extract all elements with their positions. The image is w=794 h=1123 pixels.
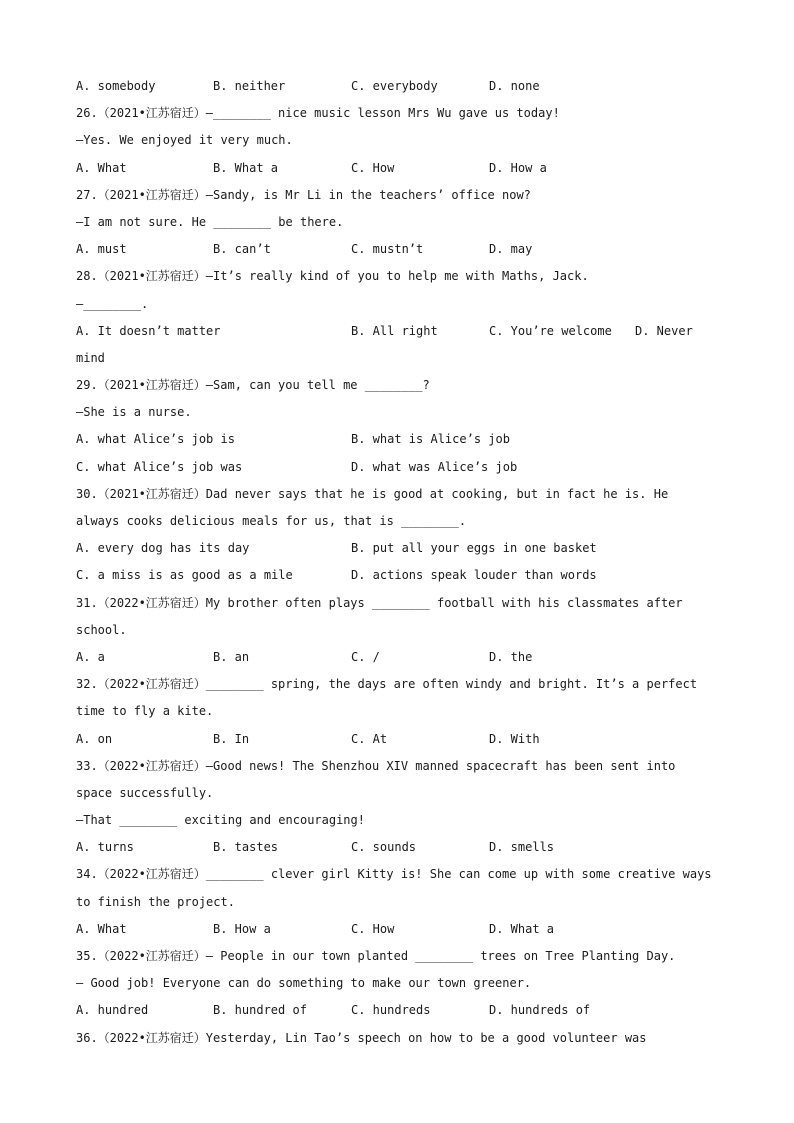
q28-stem: 28.（2021•江苏宿迁）—It’s really kind of you to help me with Maths, Jack. bbox=[76, 269, 589, 284]
q34-options bbox=[76, 919, 726, 946]
q32-stem: 32.（2022•江苏宿迁）________ spring, the days are often windy and bright. It’s a perfect bbox=[76, 677, 698, 692]
q27-stem: 27.（2021•江苏宿迁）—Sandy, is Mr Li in the teachers’ office now? bbox=[76, 187, 531, 202]
q34-stem-continued: to finish the project. bbox=[76, 894, 235, 909]
q27-reply: —I am not sure. He ________ be there. bbox=[76, 214, 344, 229]
q28-reply: —________. bbox=[76, 296, 149, 311]
q35-options bbox=[76, 1000, 726, 1027]
option-d: D. may bbox=[489, 242, 533, 257]
option-a: A. What bbox=[76, 160, 127, 175]
option-d: D. How a bbox=[489, 160, 547, 175]
q27-options bbox=[76, 239, 726, 266]
option-b: B. neither bbox=[213, 79, 286, 93]
option-c: C. How bbox=[351, 921, 395, 936]
q31-stem: 31.（2022•江苏宿迁）My brother often plays ________ football with his classmates after bbox=[76, 595, 683, 610]
option-b: B. put all your eggs in one basket bbox=[351, 541, 597, 556]
option-c: C. what Alice’s job was bbox=[76, 459, 243, 474]
q32-stem-continued: time to fly a kite. bbox=[76, 704, 214, 719]
q33-reply: —That ________ exciting and encouraging! bbox=[76, 813, 365, 828]
option-c: C. At bbox=[351, 731, 388, 746]
option-a: A. somebody bbox=[76, 79, 156, 93]
option-d: D. none bbox=[489, 79, 540, 93]
q29-stem: 29.（2021•江苏宿迁）—Sam, can you tell me ________? bbox=[76, 378, 430, 393]
option-b: B. In bbox=[213, 731, 250, 746]
option-a: A. turns bbox=[76, 840, 134, 855]
q31-stem-continued: school. bbox=[76, 622, 127, 637]
q26-stem: 26.（2021•江苏宿迁）—________ nice music lesson Mrs Wu gave us today! bbox=[76, 106, 560, 121]
option-a: A. It doesn’t matter bbox=[76, 323, 221, 338]
option-b: B. All right bbox=[351, 323, 438, 338]
q35-reply: — Good job! Everyone can do something to make our town greener. bbox=[76, 976, 532, 991]
q29-options-cd bbox=[76, 457, 726, 484]
q33-stem: 33.（2022•江苏宿迁）—Good news! The Shenzhou XIV manned spacecraft has been sent into bbox=[76, 758, 676, 773]
option-a: A. a bbox=[76, 649, 105, 664]
option-b: B. tastes bbox=[213, 840, 279, 855]
q32-options bbox=[76, 729, 726, 756]
option-d: D. Never bbox=[635, 323, 693, 338]
option-a: A. every dog has its day bbox=[76, 541, 250, 556]
q29-options-ab bbox=[76, 429, 726, 456]
option-d: D. hundreds of bbox=[489, 1003, 591, 1018]
q34-stem: 34.（2022•江苏宿迁）________ clever girl Kitty is! She can come up with some creative ways bbox=[76, 867, 712, 882]
q28-option-d-wrap: mind bbox=[76, 350, 105, 365]
q25-options bbox=[76, 76, 726, 103]
option-d: D. what was Alice’s job bbox=[351, 459, 518, 474]
option-a: A. What bbox=[76, 921, 127, 936]
option-c: C. sounds bbox=[351, 840, 417, 855]
option-d: D. With bbox=[489, 731, 540, 746]
q33-options bbox=[76, 837, 726, 864]
q30-options-cd bbox=[76, 565, 726, 592]
option-c: C. everybody bbox=[351, 79, 438, 93]
q35-stem: 35.（2022•江苏宿迁）— People in our town planted ________ trees on Tree Planting Day. bbox=[76, 949, 676, 963]
q26-options bbox=[76, 158, 726, 185]
q26-reply: —Yes. We enjoyed it very much. bbox=[76, 133, 293, 148]
option-d: D. actions speak louder than words bbox=[351, 568, 597, 583]
q30-stem-continued: always cooks delicious meals for us, that is ________. bbox=[76, 514, 467, 528]
option-c: C. / bbox=[351, 649, 380, 664]
option-b: B. What a bbox=[213, 160, 279, 175]
option-c: C. a miss is as good as a mile bbox=[76, 568, 293, 583]
q30-options-ab bbox=[76, 538, 726, 565]
option-c: C. hundreds bbox=[351, 1003, 431, 1018]
option-d: D. the bbox=[489, 649, 533, 664]
option-c: C. You’re welcome bbox=[489, 323, 612, 338]
option-b: B. How a bbox=[213, 921, 271, 936]
option-d: D. smells bbox=[489, 840, 555, 855]
q31-options bbox=[76, 647, 726, 674]
option-a: A. on bbox=[76, 731, 113, 746]
q30-stem: 30.（2021•江苏宿迁）Dad never says that he is good at cooking, but in fact he is. He bbox=[76, 486, 669, 501]
q36-stem: 36.（2022•江苏宿迁）Yesterday, Lin Tao’s speech on how to be a good volunteer was bbox=[76, 1030, 647, 1045]
q29-reply: —She is a nurse. bbox=[76, 405, 192, 420]
option-a: A. what Alice’s job is bbox=[76, 432, 235, 447]
question-list bbox=[76, 76, 726, 1055]
option-b: B. hundred of bbox=[213, 1003, 307, 1018]
q28-options bbox=[76, 321, 726, 348]
option-b: B. can’t bbox=[213, 242, 271, 257]
option-d: D. What a bbox=[489, 921, 555, 936]
option-a: A. hundred bbox=[76, 1003, 149, 1018]
option-c: C. mustn’t bbox=[351, 242, 424, 257]
option-b: B. what is Alice’s job bbox=[351, 432, 510, 447]
option-c: C. How bbox=[351, 160, 395, 175]
q33-stem-continued: space successfully. bbox=[76, 785, 214, 800]
option-a: A. must bbox=[76, 242, 127, 257]
option-b: B. an bbox=[213, 649, 250, 664]
